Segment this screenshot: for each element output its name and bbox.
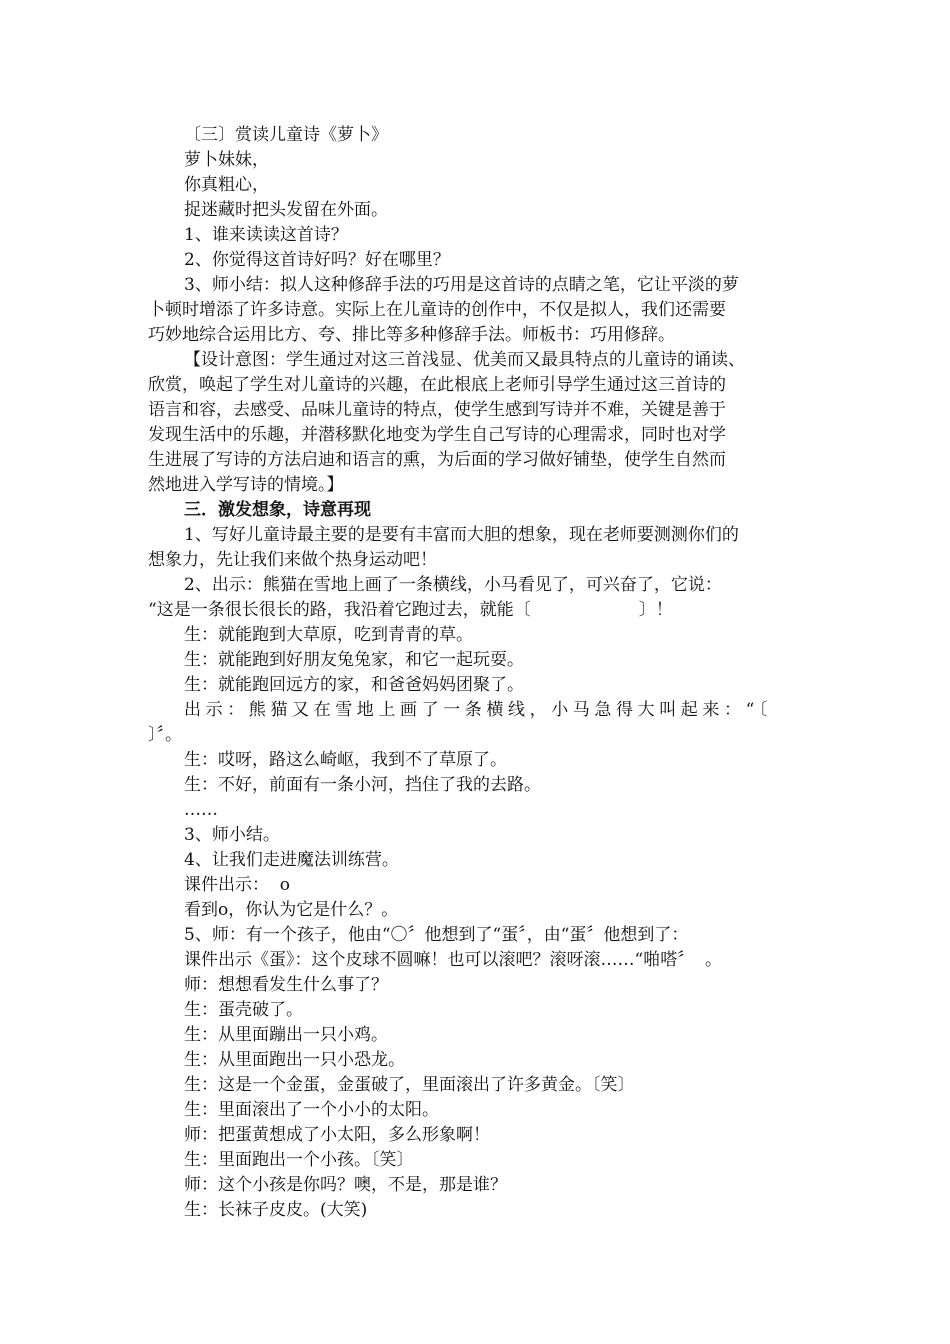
paragraph-line: “这是一条很长很长的路，我沿着它跑过去，就能〔 〕！	[148, 600, 673, 620]
dialogue-line: 生：这是一个金蛋，金蛋破了，里面滚出了许多黄金。〔笑〕	[184, 1075, 635, 1095]
design-intent-line: 发现生活中的乐趣，并潜移默化地变为学生自己写诗的心理需求，同时也对学	[148, 425, 726, 445]
paragraph-line: 巧妙地综合运用比方、夸、排比等多种修辞手法。师板书：巧用修辞。	[148, 325, 675, 345]
section-heading: 〔三〕赏读儿童诗《萝卜》	[184, 125, 388, 145]
poem-line: 捉迷藏时把头发留在外面。	[184, 200, 388, 220]
dialogue-line: 生：就能跑回远方的家，和爸爸妈妈团聚了。	[184, 675, 524, 695]
dialogue-line: 师：把蛋黄想成了小太阳，多么形象啊！	[184, 1125, 490, 1145]
question-line: 2、你觉得这首诗好吗？好在哪里？	[184, 250, 450, 270]
design-intent-line: 生进展了写诗的方法启迪和语言的熏，为后面的学习做好铺垫，使学生自然而	[148, 450, 726, 470]
design-intent-line: 【设计意图：学生通过对这三首浅显、优美而又最具特点的儿童诗的诵读、	[184, 350, 745, 370]
paragraph-line: 2、出示：熊猫在雪地上画了一条横线，小马看见了，可兴奋了，它说：	[184, 575, 722, 595]
dialogue-line: 生：从里面跑出一只小恐龙。	[184, 1050, 405, 1070]
design-intent-line: 然地进入学写诗的情境。】	[148, 475, 344, 495]
paragraph-line: 卜顿时增添了许多诗意。实际上在儿童诗的创作中，不仅是拟人，我们还需要	[148, 300, 726, 320]
dialogue-line: 生：不好，前面有一条小河，挡住了我的去路。	[184, 775, 541, 795]
section-heading: 三．激发想象，诗意再现	[184, 500, 371, 520]
dialogue-line: 生：哎呀，路这么崎岖，我到不了草原了。	[184, 750, 507, 770]
design-intent-line: 欣赏，唤起了学生对儿童诗的兴趣，在此根底上老师引导学生通过这三首诗的	[148, 375, 726, 395]
paragraph-line: 〕〞。	[148, 725, 182, 745]
poem-line: 你真粗心，	[184, 175, 269, 195]
paragraph-line: 出示：熊猫又在雪地上画了一条横线，小马急得大叫起来：“〔	[184, 700, 772, 720]
dialogue-line: 生：从里面蹦出一只小鸡。	[184, 1025, 388, 1045]
dialogue-line: 生：就能跑到大草原，吃到青青的草。	[184, 625, 473, 645]
dialogue-line: 生：蛋壳破了。	[184, 1000, 303, 1020]
question-line: 1、谁来读读这首诗？	[184, 225, 348, 245]
dialogue-line: 师：这个小孩是你吗？噢，不是，那是谁？	[184, 1175, 507, 1195]
dialogue-line: 师：想想看发生什么事了？	[184, 975, 388, 995]
poem-line: 萝卜妹妹，	[184, 150, 269, 170]
dialogue-line: 生：里面滚出了一个小小的太阳。	[184, 1100, 439, 1120]
dialogue-line: 生：长袜子皮皮。(大笑)	[184, 1200, 368, 1220]
paragraph-line: 3、师小结。	[184, 825, 280, 845]
paragraph-line: 5、师：有一个孩子，他由“〇〞他想到了“蛋〞，由“蛋〞他想到了：	[184, 925, 689, 945]
paragraph-line: 3、师小结：拟人这种修辞手法的巧用是这首诗的点睛之笔，它让平淡的萝	[184, 275, 739, 295]
paragraph-line: 看到o，你认为它是什么？。	[184, 900, 399, 920]
dialogue-line: 生：就能跑到好朋友兔兔家，和它一起玩耍。	[184, 650, 524, 670]
paragraph-line: 课件出示： o	[184, 875, 291, 895]
design-intent-line: 语言和容，去感受、品味儿童诗的特点，使学生感到写诗并不难，关键是善于	[148, 400, 726, 420]
dialogue-line: 生：里面跑出一个小孩。〔笑〕	[184, 1150, 414, 1170]
paragraph-line: 想象力，先让我们来做个热身运动吧！	[148, 550, 437, 570]
paragraph-line: 1、写好儿童诗最主要的是要有丰富而大胆的想象，现在老师要测测你们的	[184, 525, 739, 545]
ellipsis-line: ……	[184, 800, 218, 820]
paragraph-line: 课件出示《蛋》：这个皮球不圆嘛！也可以滚吧？滚呀滚……“啪嗒〞 。	[184, 950, 722, 970]
paragraph-line: 4、让我们走进魔法训练营。	[184, 850, 399, 870]
